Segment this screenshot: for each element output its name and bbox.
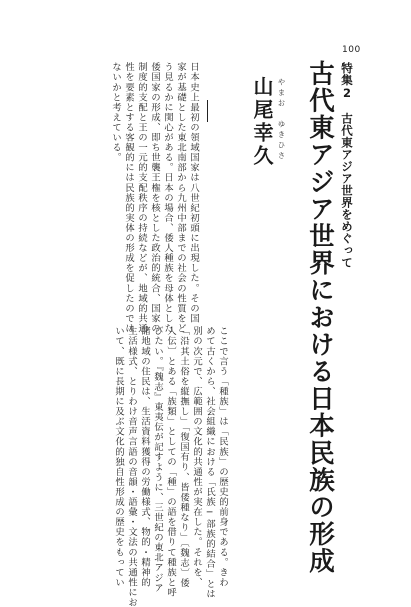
article-title: 古代東アジア世界における日本民族の形成: [305, 60, 335, 575]
text-line: う見るかに関心がある。日本の場合、倭人種族を母体とした: [162, 62, 173, 334]
text-line: 諸地域の住民は、生活資料獲得の労働様式、物的・精神的: [139, 326, 150, 588]
text-line: 家が基礎とした東北南部から九州中部までの社会の性質をど: [175, 62, 186, 334]
page-number: 100: [342, 45, 361, 55]
text-line: めて古くから、社会組織における「氏族─部族的結合」とは: [204, 326, 215, 600]
text-line: 日本史上最初の領域国家は八世紀初頭に出現した。その国: [188, 62, 199, 324]
text-line: びたい。『魏志』東夷伝が記すように、三世紀の東北アジア: [152, 326, 163, 593]
text-line: 別の次元で、広範囲の文化的共通性が実在した。それを、: [191, 326, 202, 588]
author-name: 山尾幸久: [250, 76, 274, 168]
text-line: ないかと考えている。: [110, 62, 121, 163]
text-line: 倭国家の形成、即ち世襲王権を核とした政治的統合、国家の: [149, 62, 160, 334]
section-marker: [207, 100, 208, 122]
text-line: 人伝〕とある「族類」としての「種」の語を借りて種族と呼: [165, 326, 176, 598]
author-ruby: やまお ゆきひさ: [277, 78, 286, 162]
text-line: 性を要素とする客観的には民族的実体の形成を促したのでは: [123, 62, 134, 334]
text-line: ここで言う「種族」は「民族」の歴史的前身である。きわ: [217, 326, 228, 588]
text-line: 「沿其土俗を縦撫し」「復国有り、皆倭種なり」〔魏志〕倭: [178, 326, 189, 589]
text-line: 制度的支配と王の一元的支配秩序の持続などが、地域的共通: [136, 62, 147, 334]
feature-label: 特集2 古代東アジア世界をめぐって: [340, 62, 354, 269]
text-line: いて、既に長期に及ぶ文化的独自性形成の歴史をもってい: [113, 326, 124, 588]
text-line: 生活様式、とりわけ音声言語の音韻・語彙・文法の共通性にお: [126, 326, 137, 607]
